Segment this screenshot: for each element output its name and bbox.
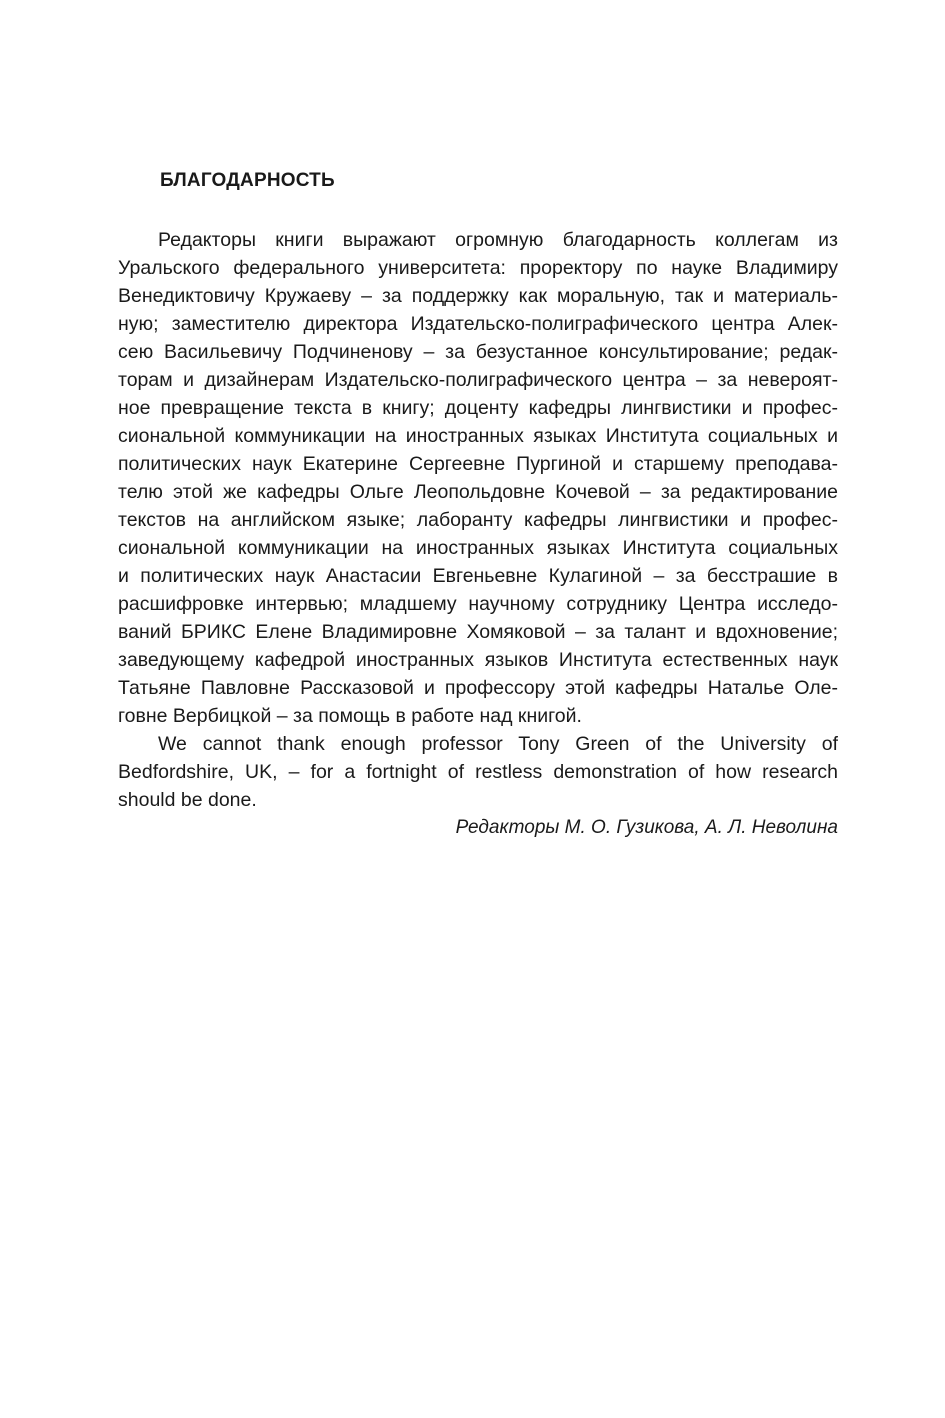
text-line: сею Васильевичу Подчиненову – за безустанное консультирование; редак- [118, 341, 838, 363]
paragraph-russian [118, 226, 838, 730]
text-line: телю этой же кафедры Ольге Леопольдовне Кочевой – за редактирование [118, 481, 838, 503]
text-line: Уральского федерального университета: проректору по науке Владимиру [118, 257, 838, 279]
text-line: Татьяне Павловне Рассказовой и профессору этой кафедры Наталье Оле- [118, 677, 838, 699]
text-line: should be done. [118, 789, 257, 811]
text-line: заведующему кафедрой иностранных языков Института естественных наук [118, 649, 838, 671]
text-line: We cannot thank enough professor Tony Green of the University of [158, 733, 838, 755]
paragraph-english [118, 730, 838, 814]
text-line: текстов на английском языке; лаборанту кафедры лингвистики и профес- [118, 509, 838, 531]
acknowledgements-body [118, 226, 838, 842]
text-line: ваний БРИКС Елене Владимировне Хомяковой – за талант и вдохновение; [118, 621, 838, 643]
text-line: Редакторы книги выражают огромную благодарность коллегам из [158, 229, 838, 251]
text-line: и политических наук Анастасии Евгеньевне Кулагиной – за бесстрашие в [118, 565, 838, 587]
text-line: расшифровке интервью; младшему научному сотруднику Центра исследо- [118, 593, 838, 615]
text-line: Bedfordshire, UK, – for a fortnight of restless demonstration of how research [118, 761, 838, 783]
text-line: ное превращение текста в книгу; доценту кафедры лингвистики и профес- [118, 397, 838, 419]
text-line: сиональной коммуникации на иностранных языках Института социальных и [118, 425, 838, 447]
text-line: торам и дизайнерам Издательско-полиграфического центра – за невероят- [118, 369, 838, 391]
text-line: сиональной коммуникации на иностранных языках Института социальных [118, 537, 838, 559]
text-line: политических наук Екатерине Сергеевне Пургиной и старшему преподава- [118, 453, 838, 475]
page-title: БЛАГОДАРНОСТЬ [160, 170, 335, 191]
editors-signature: Редакторы М. О. Гузикова, А. Л. Неволина [455, 817, 838, 838]
text-line: ную; заместителю директора Издательско-полиграфического центра Алек- [118, 313, 838, 335]
text-line: Венедиктовичу Кружаеву – за поддержку как моральную, так и материаль- [118, 285, 838, 307]
text-line: говне Вербицкой – за помощь в работе над книгой. [118, 705, 582, 727]
